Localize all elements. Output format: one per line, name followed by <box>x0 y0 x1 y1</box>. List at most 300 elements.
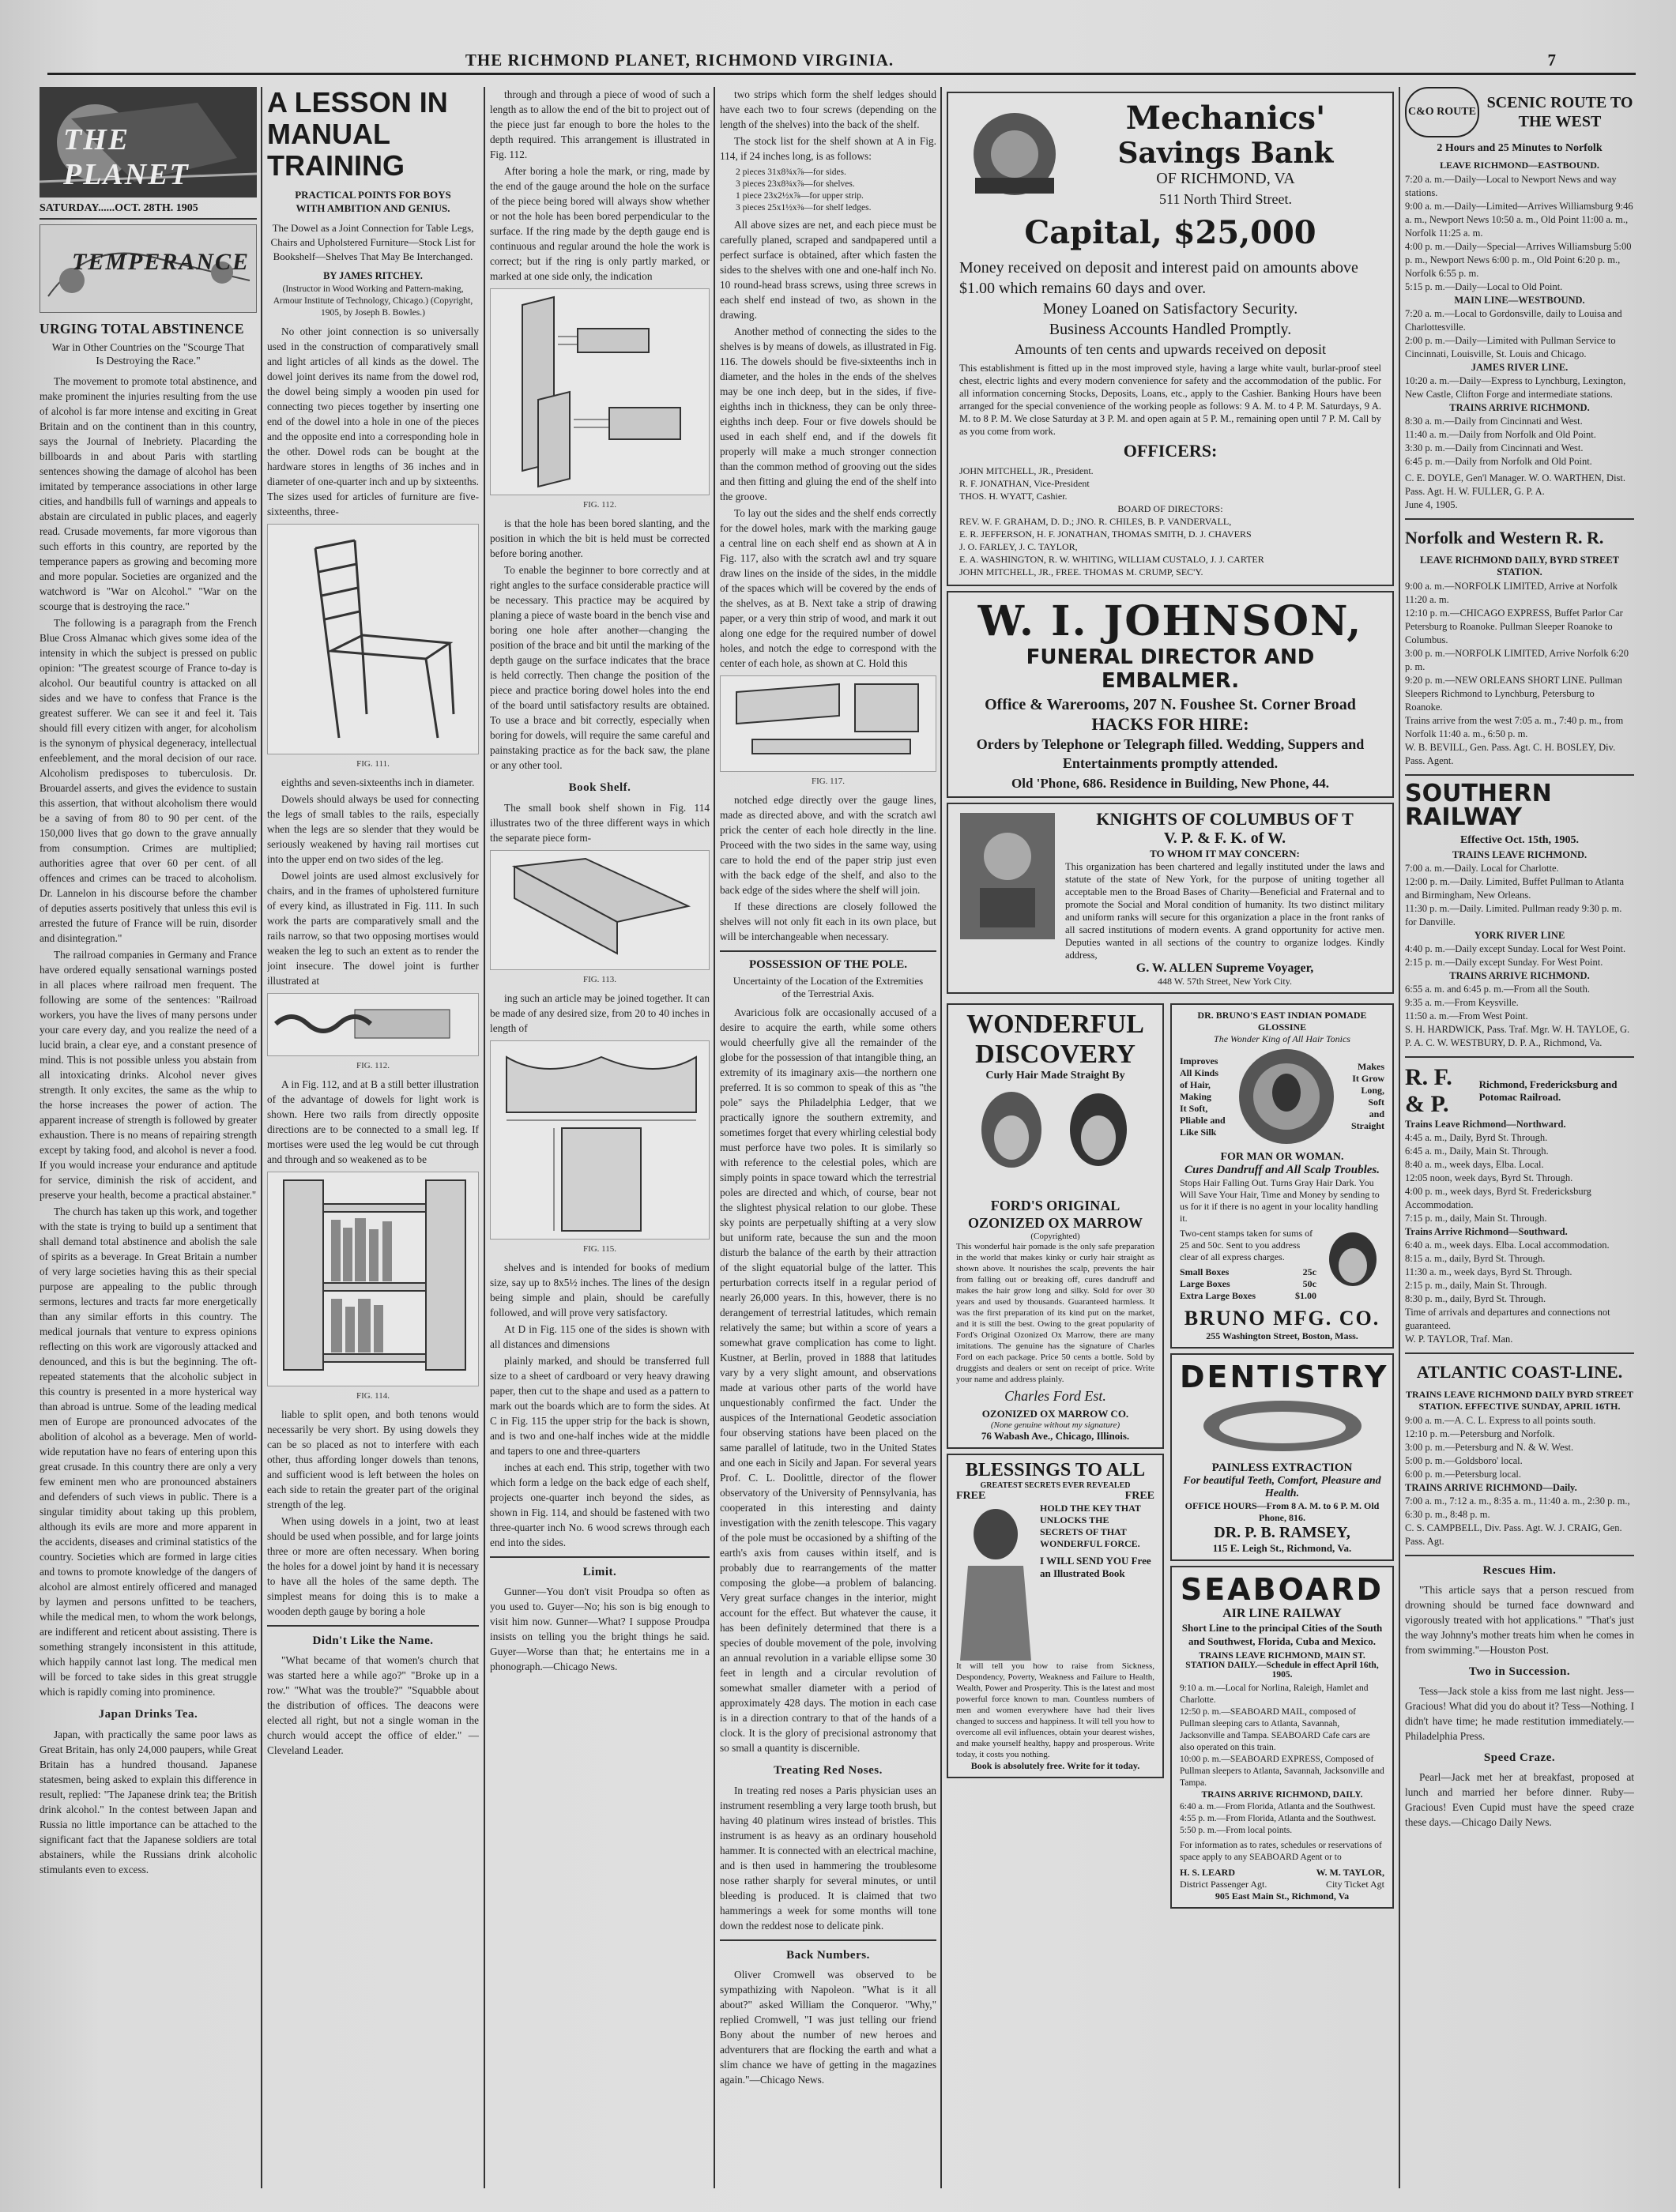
schedule-line: 5:00 p. m.—Goldsboro' local. <box>1405 1455 1523 1466</box>
dentistry-painless: PAINLESS EXTRACTION <box>1211 1462 1353 1474</box>
kofc-addr: 448 W. 57th Street, New York City. <box>1158 976 1292 987</box>
seaboard-agent-1: H. S. LEARD <box>1180 1867 1236 1878</box>
wonder-signature: Charles Ford Est. <box>1004 1388 1106 1404</box>
bruno-woman-portrait <box>1321 1228 1384 1307</box>
bank-address: 511 North Third Street. <box>1159 191 1292 207</box>
wonder-copyright: (Copyrighted) <box>1030 1232 1080 1241</box>
officer-line: R. F. JONATHAN, Vice-President <box>959 478 1090 489</box>
schedule-line: 4:40 p. m.—Daily except Sunday. Local for West Point. <box>1405 943 1626 954</box>
sr-effective: Effective Oct. 15th, 1905. <box>1459 834 1580 846</box>
article-body <box>490 87 710 284</box>
page-number: 7 <box>1547 51 1557 70</box>
paragraph: The small book shelf shown in Fig. 114 illustrates two of the three different ways in which the separate piece form- <box>490 802 710 844</box>
figure-111-chair <box>267 524 479 754</box>
dentistry-hours: OFFICE HOURS—From 8 A. M. to 6 P. M. Old Phone, 816. <box>1184 1500 1380 1523</box>
caption-fig-117: FIG. 117. <box>811 777 846 786</box>
figure-117-layout <box>720 675 936 772</box>
article-body-cont <box>720 792 936 944</box>
kofc-emblem <box>956 809 1059 943</box>
wonder-product: FORD'S ORIGINAL OZONIZED OX MARROW <box>967 1198 1143 1231</box>
column-rule <box>484 87 485 2188</box>
side-pattern-illustration <box>491 1041 709 1239</box>
article-body-cont <box>267 1407 479 1619</box>
paragraph: No other joint connection is so universally used in the construction of comparatively small and light articles of all kinds as the dowel. The dowel joint derives its name from the dowel rod, the dowel being simply a wooden pin used for connecting two pieces together by inserting one end of the dowel into a hole in one of the pieces and the opposite end into a corresponding hole in the other. Dowel rods can be bought at the hardware stores in lengths of 36 inches and in diameter of one-quarter inch and up by sixteenths. The sizes used for articles of furniture are five-sixteenths, three- <box>267 325 479 517</box>
officer-line: THOS. H. WYATT, Cashier. <box>959 491 1068 502</box>
wonderful-discovery-ad <box>947 1003 1164 1449</box>
column-temperance <box>40 87 257 2180</box>
subhead-abstinence: War in Other Countries on the "Scourge That Is Destroying the Race." <box>51 341 245 367</box>
sr-schedule <box>1405 848 1634 1050</box>
johnson-phone: Old 'Phone, 686. Residence in Building, New Phone, 44. <box>1011 776 1329 791</box>
schedule-line: 2:00 p. m.—Daily—Limited with Pullman Service to Cincinnati, Louisville, St. Louis and Chicago. <box>1405 335 1616 359</box>
paragraph: The movement to promote total abstinence, and make prominent the injuries resulting from the use of alcohol is far more intense and exciting in Great Britain and on the continent than in this country, says the Journal of Inebriety. Placarding the billboards in and about Paris with startling sentences showing the damage of alcohol has been imitated by temperance associations in other large cities, and handbills full of warnings and appeals to abstain are circulated in public places, and eagerly read. Crusade movements, far more vigorous than such efforts in this country, are reported by the temperance papers as growing and becoming more and more popular. Societies are organized and the watchword is "War on Alcohol." "War on the scourge that is destroying the race." <box>40 375 257 612</box>
section-divider <box>1405 518 1634 520</box>
co-agent: C. E. DOYLE, Gen'l Manager. W. O. WARTHEN, Dist. Pass. Agt. H. W. FULLER, G. P. A. <box>1405 472 1626 497</box>
dowel-joint-illustration <box>491 289 709 495</box>
paragraph: through and through a piece of wood of such a length as to allow the end of the bit to project out of the piece just far enough to bore the holes to the depth required. This arrangement is illustrated in Fig. 112. <box>490 88 710 160</box>
acl-sub: TRAINS LEAVE RICHMOND DAILY BYRD STREET STATION. EFFECTIVE SUNDAY, APRIL 16TH. <box>1406 1389 1633 1412</box>
bruno-product-tin <box>1235 1045 1338 1148</box>
size-price: 25c <box>1302 1266 1316 1277</box>
schedule-line: W. P. TAYLOR, Traf. Man. <box>1405 1334 1513 1345</box>
stock-item: 3 pieces 23x8¾x⅞—for shelves. <box>736 179 855 189</box>
kofc-sub: V. P. & F. K. of W. <box>1163 830 1286 847</box>
bruno-left-list <box>1180 1055 1235 1138</box>
section-divider <box>267 1625 479 1627</box>
subhead-manual-training: PRACTICAL POINTS FOR BOYS WITH AMBITION AND GENIUS. <box>295 189 451 214</box>
column-manual-training-2 <box>490 87 710 2180</box>
schedule-line: 6:00 p. m.—Petersburg local. <box>1405 1469 1521 1480</box>
schedule-line: Trains Leave Richmond—Northward. <box>1405 1119 1566 1130</box>
section-divider <box>1405 1352 1634 1354</box>
seaboard-address: 905 East Main St., Richmond, Va <box>1215 1890 1350 1902</box>
section-divider <box>490 1556 710 1558</box>
seaboard-agent-2-title: City Ticket Agt <box>1325 1879 1384 1890</box>
wonder-title-2: DISCOVERY <box>975 1040 1136 1069</box>
paragraph: "This article says that a person rescued from drowning should be turned face downward and vigorously treated with hot applications." "That's just the way Johnny's mother treats him when he comes in from swimming."—Houston Post. <box>1405 1584 1634 1656</box>
bruno-left-item: All Kinds <box>1180 1066 1219 1078</box>
stock-item: 3 pieces 25x1½x⅜—for shelf ledges. <box>736 203 872 213</box>
column-rule <box>261 87 262 2188</box>
bank-ad <box>947 92 1394 586</box>
seaboard-agent-1-title: District Passenger Agt. <box>1180 1879 1267 1890</box>
kofc-title: KNIGHTS OF COLUMBUS OF T <box>1096 809 1354 829</box>
schedule-line: 9:10 a. m.—Local for Norlina, Raleigh, Hamlet and Charlotte. <box>1180 1683 1369 1705</box>
dentistry-title: DENTISTRY <box>1180 1360 1389 1394</box>
officer-line: J. O. FARLEY, J. C. TAYLOR, <box>959 541 1078 552</box>
paragraph: The following is a paragraph from the French Blue Cross Almanac which gives some idea of the intensity in which the subject is pressed on public opinion: "The greatest scourge of France to-day is alcohol. Our beautiful country is attacked on all sides and we have to confess that France is the greatest sufferer. We can see it and feel it. Tais should fill every citizen with anger, for alcoholism is the synonym of physical degeneracy, intellectual enfeeblement, and the moral decision of our race. Alcoholism predisposes to tuberculosis. Dr. Brouardel asserts, and gives the evidence to sustain this assertion, that without alcoholism there would be a saving of from 80 to 90 per cent. of the 150,000 lives that go down to the grave annually from consumption. Crimes are multiplied; authorities agree that over 60 per cent. of all offences and crimes can be traced to alcoholism. Dr. Lannelon in his discourse before the chamber of deputies asserts positively that unless this evil is arrested the future of France will be ruin, disorder and disintegration." <box>40 617 257 944</box>
blessings-sub: GREATEST SECRETS EVER REVEALED <box>980 1481 1131 1490</box>
bank-line-3: Business Accounts Handled Promptly. <box>1049 321 1292 338</box>
schedule-line: 2:15 p. m., daily, Main St. Through. <box>1405 1280 1547 1291</box>
paragraph: Japan, with practically the same poor laws as Great Britain, has only 24,000 paupers, while Great Britain has a hundred thousand. Japanese statesmen, being asked to explain this difference in result, replied: "The Japanese drink tea; the British drink alcohol." In the contest between Japan and Russia no little importance can be attached to the significant fact that the Japanese soldiers are total abstainers, while the Russians drink alcoholic stimulants even to excess. <box>40 1729 257 1875</box>
dentistry-line2: For beautiful Teeth, Comfort, Pleasure and Health. <box>1183 1475 1381 1499</box>
schedule-line: 8:40 a. m., week days, Elba. Local. <box>1405 1159 1544 1170</box>
schedule-line: 7:15 p. m., daily, Main St. Through. <box>1405 1213 1547 1224</box>
bank-city: OF RICHMOND, VA <box>1156 170 1295 187</box>
paragraph: After boring a hole the mark, or ring, made by the end of the gauge around the hole on the surface of the piece being bored will always show whether or not the hole has been bored perpendicular to the surface. If the ring made by the depth gauge end is continuous and regular around the hole the work is correct; but if the ring is only partly marked, or marked at one side only, the indication <box>490 165 710 282</box>
schedule-line: 8:30 p. m., daily, Byrd St. Through. <box>1405 1293 1546 1304</box>
article-abstinence-body <box>40 374 257 1877</box>
paragraph: When using dowels in a joint, two at least should be used when possible, and for large joints three or more are often necessary. When boring the holes for a dowel joint by hand it is necessary to have all the holes of the same depth. The simplest means for doing this is to make a wooden depth gauge by boring a hole <box>267 1515 479 1617</box>
stock-item: 1 piece 23x2½x⅞—for upper strip. <box>736 191 864 201</box>
article-body <box>720 87 936 671</box>
paragraph: The railroad companies in Germany and France have ordered equally sensational warnings posted in all places where railroad men frequent. The following are some of the sentences: "Railroad workers, you have the lives of many persons under your care every day, and you realize the need of a lucid brain, a clear eye, and a constant presence of mind. This is not possible unless you abstain from all intoxicating drinks. Alcohol never gives strength. It only excites, the same as the whip to the horse increases the power of action. The apparent increase of strength is followed by greater exhaustion. There is no means of repairing strength except by taking food, and alcohol is never a food. If you would increase your endurance and aptitude for service, diminish the risk of accident, and preserve your health, become a practical abstainer." <box>40 949 257 1201</box>
rfp-title: Richmond, Fredericksburg and Potomac Railroad. <box>1478 1078 1618 1103</box>
officer-line: BOARD OF DIRECTORS: <box>1117 503 1223 514</box>
schedule-line: 10:00 p. m.—SEABOARD EXPRESS, Composed of Pullman sleepers to Atlanta, Savannah, Jacksonville and Tampa. <box>1180 1755 1384 1788</box>
article-body-cont <box>490 991 710 1036</box>
schedule-line: 3:00 p. m.—Petersburg and N. & W. West. <box>1405 1442 1574 1453</box>
bank-name-2: Savings Bank <box>1117 137 1334 170</box>
schedule-line: 11:50 a. m.—From West Point. <box>1405 1010 1528 1021</box>
wonder-sub: Curly Hair Made Straight By <box>985 1070 1125 1082</box>
schedule-line: 4:00 p. m.—Daily—Special—Arrives Williamsburg 5:00 p. m., Newport News 6:00 p. m., Old Point 6:20 p. m., Norfolk 6:55 p. m. <box>1405 241 1632 279</box>
co-sub: 2 Hours and 25 Minutes to Norfolk <box>1437 142 1603 154</box>
bruno-right-item: It Grow <box>1352 1073 1384 1084</box>
paragraph: plainly marked, and should be transferred full size to a sheet of cardboard or very heavy drawing paper, then cut to the shape and used as a pattern to mark out the boards which are to form the sides. At C in Fig. 115 the upper strip for the back is shown, and is two and one-half inches wide at the middle and tapers to one and three-quarters <box>490 1355 710 1457</box>
paragraph: All above sizes are net, and each piece must be carefully planed, scraped and sandpapered until a perfect surface is obtained, after which fasten the sides to the shelves with one and one-half inch No. 10 round-head brass screws, using three screws in each shelf end instead of two, as shown in the drawing. <box>720 219 936 321</box>
blessings-send: I WILL SEND YOU Free an Illustrated Book <box>1040 1555 1151 1579</box>
back-numbers-story <box>720 1967 936 2087</box>
co-title: SCENIC ROUTE TO THE WEST <box>1486 94 1633 130</box>
ads-left-subcolumn <box>947 999 1164 1913</box>
co-leave: LEAVE RICHMOND—EASTBOUND. <box>1440 160 1599 171</box>
schedule-line: Trains arrive from the west 7:05 a. m., 7:40 p. m., from Norfolk 11:40 a. m., 6:50 p. m. <box>1405 715 1624 739</box>
acl-schedule <box>1405 1414 1634 1548</box>
nw-schedule <box>1405 580 1634 741</box>
bank-line-2: Money Loaned on Satisfactory Security. <box>1042 300 1298 318</box>
blessings-title: BLESSINGS TO ALL <box>965 1460 1146 1480</box>
bruno-sub: The Wonder King of All Hair Tonics <box>1214 1033 1350 1044</box>
schedule-line: 6:55 a. m. and 6:45 p. m.—From all the South. <box>1405 984 1591 995</box>
bruno-ad <box>1170 1003 1394 1349</box>
dentistry-name: DR. P. B. RAMSEY, <box>1214 1524 1350 1541</box>
schedule-line: 12:50 p. m.—SEABOARD MAIL, composed of Pullman sleeping cars to Atlanta, Savannah, Jacksonville and Tampa. SEABOARD Cafe cars are also operated on this train. <box>1180 1707 1370 1752</box>
figure-114-bookshelf <box>267 1172 479 1386</box>
seaboard-leave: TRAINS LEAVE RICHMOND, MAIN ST. STATION DAILY.—Schedule in effect April 16th, 1905. <box>1185 1651 1379 1680</box>
sr-title: SOUTHERN RAILWAY <box>1405 780 1552 831</box>
back-numbers-headline: Back Numbers. <box>786 1949 870 1962</box>
schedule-line: S. H. HARDWICK, Pass. Traf. Mgr. W. H. TAYLOE, G. P. A. C. W. WESTBURY, D. P. A., Richmond, Va. <box>1405 1024 1630 1048</box>
seaboard-short: Short Line to the principal Cities of the South and Southwest, Florida, Cuba and Mexico. <box>1181 1622 1383 1647</box>
woman-with-key-illustration <box>956 1503 1035 1661</box>
dentistry-address: 115 E. Leigh St., Richmond, Va. <box>1212 1542 1352 1554</box>
article-body-cont <box>267 775 479 988</box>
kofc-emblem-image <box>956 809 1059 943</box>
schedule-line: 7:20 a. m.—Local to Gordonsville, daily to Louisa and Charlottesville. <box>1405 308 1622 333</box>
johnson-title: FUNERAL DIRECTOR AND EMBALMER. <box>1026 645 1315 693</box>
wonder-title-1: WONDERFUL <box>966 1010 1144 1039</box>
shelf-corner-illustration <box>491 851 709 969</box>
paragraph: A in Fig. 112, and at B a still better illustration of the advantage of dowels for light work is shown. Here two rails from directly opposite directions are to be connected to a small leg. If mortises were used the leg would be cut through and through and so weakened as to be <box>267 1078 479 1165</box>
bank-line-4: Amounts of ten cents and upwards received on deposit <box>1015 341 1326 357</box>
blessings-text: It will tell you how to raise from Sickness, Despondency, Poverty, Weakness and Failure to Health, Wealth, Power and Prosperity. This is the latest and most powerful force known to man. Countless numbers of men and women everywhere have had their lives changed to success and happiness. It will tell you how to overcome all evil influences, obtain your dearest wishes, and make yourself healthy, happy and prosperous. Write today, it costs you nothing. <box>956 1661 1154 1759</box>
article-body-cont <box>490 516 710 845</box>
ads-right-subcolumn <box>1170 999 1394 1913</box>
kofc-to: TO WHOM IT MAY CONCERN: <box>1150 848 1300 860</box>
bruno-left-item: Making <box>1180 1090 1212 1102</box>
bruno-right-item: Straight <box>1351 1120 1384 1131</box>
johnson-name: W. I. JOHNSON, <box>977 597 1363 645</box>
headline-abstinence: URGING TOTAL ABSTINENCE <box>40 321 244 337</box>
bit-gauge-illustration <box>268 994 478 1055</box>
schedule-line: 8:15 a. m., daily, Byrd St. Through. <box>1405 1253 1546 1264</box>
paragraph: Avaricious folk are occasionally accused of a desire to acquire the earth, while some others would cheerfully give all the remainder of the globe for the possession of that intangible thing, an extremity of its imaginary axis—the northern one preferred. It is so common to speak of this as "the pole" says the Philadelphia Ledger, that we practically ignore the southern extremity, and sometimes forget that every whirling celestial body must perforce have two poles. It is similarly so with reference to the celestial poles, which are simply points in space toward which the terrestrial poles are directed and which, of course, bear not the slightest physical relation to our globe. These sky points are perpetually shifting at a very slow but uniform rate, because the sun and the moon disturb the balance of the earth by their attraction of the slight equatorial bulge of the latter. This perturbation corrects itself in a regular period of nearly 26,000 years. In this, however, there is no derangement of terrestrial latitudes, which remain relatively the same; but within a score of years a somewhat grave complication has come to light. Kustner, at Berlin, proved in 1888 that latitudes vary by a very slight amount, and observations made at various other parts of the world have unquestionably confirmed the fact. Under the auspices of the International Geodetic association four observing stations have been placed on the same parallel of latitude, two in the United States and one each in Sicily and Japan. For several years Prof. C. L. Doolittle, director of the flower observatory of the University of Pennsylvania, has cooperated in this interesting and dainty investigation with the zenith telescope. This vagary of the pole must be occasioned by a shifting of the earth's axis from causes within itself, and is probably due to rearrangements of the matter composing the globe—a problem of balancing. Very great surface changes in the interior, might account for the effect. But whatever the cause, it has been definitely determined that there is a species of double movement of the pole, involving an annual revolution in a variable ellipse some 30 feet in length and a circular revolution of somewhat smaller diameter with a period of approximately 428 days. The motion in each case is in a direction contrary to that of the hands of a clock. It is the glory of precisional astronomy that so small a quantity is discernible. <box>720 1006 936 1754</box>
paragraph: To enable the beginner to bore correctly and at right angles to the surface considerable practice will be necessary. This practice may be acquired by planing a piece of waste board in the bench vise and boring one hole after another—changing the position of the brace and bit until the marking of the depth gauge on the surface indicates that the brace is held correctly. Then change the position of the piece and practice boring dowel holes into the end of the board until satisfactory results are obtained. To use a brace and bit correctly, especially when boring for dowels, will require the same careful and painstaking practice as for the back saw, the plane or any other tool. <box>490 564 710 771</box>
dateline: SATURDAY......OCT. 28TH. 1905 <box>40 202 257 220</box>
schedule-line: 3:00 p. m.—NORFOLK LIMITED, Arrive Norfolk 6:20 p. m. <box>1405 648 1629 672</box>
paragraph: Oliver Cromwell was observed to be sympathizing with Napoleon. "What is it all about?" asked William the Conqueror. "Why," replied Cromwell, "I was just telling our friend Bony about the number of new heroes and adventurers that are flocking the earth and what a slim chance we have of getting in the magazines again."—Chicago News. <box>720 1969 936 2086</box>
schedule-line: 11:30 p. m.—Daily. Limited. Pullman ready 9:30 p. m. for Danville. <box>1405 903 1622 927</box>
size-label: Large Boxes <box>1180 1278 1230 1289</box>
two-in-succession-headline: Two in Succession. <box>1468 1665 1571 1678</box>
paragraph: The church has taken up this work, and together with the state is trying to build up a sentiment that shall demand total abstinence and abolish the sale of spirits as a beverage. In Great Britain a number of very large societies having this as their special purpose are appealing to the public through sermons, lectures and tracts far more energetically than any similar efforts in this country. The medical journals that venture to express opinions reflecting on this work are vigorously attacked and denounced, and this is but the beginning. The oft-repeated statements that the alcoholic subject in this country is presented in a more hysterical way than abroad is untrue. Some of the leading medical men of Europe are pronounced advocates of the abolition of alcohol as a beverage. Men of world-wide reputation have no fears of entering upon this great crusade. In this country there are only a very few eminent men who are pronounced abstainers and defenders of such views in public. There is a singular timidity about taking up this problem, although its evils are more and more apparent in the accidents, diseases and criminal statistics of the country. Societies which are formed in large cities and towns to promote knowledge of the dangers of alcohol are almost entirely officered and managed by laymen and persons unfitted to be teachers, while the medical men, to whom the work belongs, are indifferent and reticent about assisting. There is something strangely inconsistent in this attitude, which happily cannot last long. The medical men will be forced to take sides in this great struggle which is rapidly coming into prominence. <box>40 1206 257 1698</box>
schedule-line: YORK RIVER LINE <box>1474 930 1565 941</box>
figure-112-drill <box>267 993 479 1056</box>
bank-small-print: This establishment is fitted up in the most improved style, having a large white vault, burlar-proof steel chest, electric lights and every modern convenience for safety and the accommodation of the public. For all information concerning Stocks, Deposits, Loans, etc., apply to the Cashier. Banking Hours have been arranged for the special convenience of the working people as follows: 9 A. M. to 4 P. M. Saturdays, 9 A. M. to 8 P. M. We close Saturday at 3 P. M. and open again at 5 P. M., remaining open until 7 P. M. Call by as you come from work. <box>959 363 1381 437</box>
bruno-left-item: Improves <box>1180 1055 1218 1066</box>
limit-story <box>490 1584 710 1674</box>
pole-body <box>720 1005 936 1933</box>
bank-name: Mechanics' <box>1125 100 1326 137</box>
schedule-line: TRAINS ARRIVE RICHMOND—Daily. <box>1405 1482 1577 1493</box>
schedule-line: 11:30 a. m., week days, Byrd St. Through. <box>1405 1266 1572 1277</box>
japan-headline: Japan Drinks Tea. <box>98 1708 198 1721</box>
schedule-line: 9:20 p. m.—NEW ORLEANS SHORT LINE. Pullman Sleepers Richmond to Lynchburg, Petersburg to Roanoke. <box>1405 675 1622 713</box>
dowel-layout-illustration <box>721 676 936 771</box>
didnt-like-name-story <box>267 1653 479 1758</box>
schedule-line: 3:30 p. m.—Daily from Cincinnati and West. <box>1405 442 1584 453</box>
paragraph: At D in Fig. 115 one of the sides is shown with all distances and dimensions <box>490 1323 710 1350</box>
schedule-line: MAIN LINE—WESTBOUND. <box>1454 295 1585 306</box>
kofc-ad <box>947 803 1394 994</box>
paragraph: inches at each end. This strip, together with two which form a ledge on the back edge of each shelf, projects one-quarter inch beyond the sides, as shown in Fig. 114, and should be fastened with two three-quarter inch No. 6 wood screws through each end into the sides. <box>490 1462 710 1548</box>
schedule-line: TRAINS ARRIVE RICHMOND, DAILY. <box>1201 1790 1363 1800</box>
schedule-line: C. S. CAMPBELL, Div. Pass. Agt. W. J. CRAIG, Gen. Pass. Agt. <box>1405 1522 1622 1547</box>
paragraph: is that the hole has been bored slanting, and the position in which the bit is held must be corrected before boring another. <box>490 517 710 559</box>
credit: (Instructor in Wood Working and Pattern-making, Armour Institute of Technology, Chicago.) (Copyright, 1905, by Joseph B. Bowles.) <box>273 284 473 318</box>
wonder-address: 76 Wabash Ave., Chicago, Illinois. <box>981 1430 1130 1442</box>
stock-item: 2 pieces 31x8¾x⅞—for sides. <box>736 167 846 177</box>
free-label: FREE <box>1124 1490 1154 1502</box>
schedule-line: Trains Arrive Richmond—Southward. <box>1405 1226 1568 1237</box>
temperance-title: TEMPERANCE <box>72 249 250 275</box>
section-divider <box>1405 774 1634 776</box>
bank-officers-heading: OFFICERS: <box>1123 441 1218 461</box>
wonder-portraits <box>956 1082 1154 1193</box>
paragraph: "What became of that women's church that was started here a while ago?" "Broke up in a row." "What was the trouble?" "Squabble about the distribution of offices. The deacons were elected all right, but not a single woman in the church would accept the office of elder." —Cleveland Leader. <box>267 1654 479 1756</box>
nw-sub: LEAVE RICHMOND DAILY, BYRD STREET STATION. <box>1419 555 1620 577</box>
schedule-line: 11:40 a. m.—Daily from Norfolk and Old Point. <box>1405 429 1596 440</box>
column-railways <box>1405 87 1634 2180</box>
rfp-schedule <box>1405 1118 1634 1346</box>
pole-headline: POSSESSION OF THE POLE. <box>748 958 908 971</box>
schedule-line: 10:20 a. m.—Daily—Express to Lynchburg, Lexington, New Castle, Clifton Forge and intermediate stations. <box>1405 375 1626 400</box>
masthead <box>47 51 1636 75</box>
kofc-signer: G. W. ALLEN Supreme Voyager, <box>1136 961 1314 975</box>
size-label: Small Boxes <box>1180 1266 1230 1277</box>
paragraph: Dowel joints are used almost exclusively for chairs, and in the frames of upholstered furniture of every kind, as illustrated in Fig. 111. In such work the parts are comparatively small and the rails narrow, so that two opposing mortises would weaken the leg to such an extent as to render the joint insecure. The dowel joint is further illustrated at <box>267 870 479 987</box>
bruno-company: BRUNO MFG. CO. <box>1184 1307 1380 1330</box>
bruno-left-item: Pliable and <box>1180 1114 1226 1126</box>
co-logo: C&O ROUTE <box>1405 87 1479 137</box>
nw-agent: W. B. BEVILL, Gen. Pass. Agt. C. H. BOSLEY, Div. Pass. Agent. <box>1405 742 1616 766</box>
acl-title: ATLANTIC COAST-LINE. <box>1416 1362 1623 1382</box>
schedule-line: 7:00 a. m.—Daily. Local for Charlotte. <box>1405 863 1559 874</box>
paragraph: two strips which form the shelf ledges should have each two to four screws (depending on the length of the shelves) into the back of the shelf. <box>720 88 936 130</box>
section-divider <box>720 950 936 952</box>
schedule-line: TRAINS ARRIVE RICHMOND. <box>1449 402 1590 413</box>
officer-line: REV. W. F. GRAHAM, D. D.; JNO. R. CHILES, B. P. VANDERVALL, <box>959 516 1232 527</box>
schedule-line: 6:45 p. m.—Daily from Norfolk and Old Point. <box>1405 456 1592 467</box>
figure-115-pattern <box>490 1040 710 1240</box>
chair-illustration <box>268 525 478 754</box>
seaboard-sub: AIR LINE RAILWAY <box>1222 1607 1342 1620</box>
schedule-line: 8:30 a. m.—Daily from Cincinnati and West. <box>1405 416 1583 427</box>
bruno-left-item: Like Silk <box>1180 1126 1217 1138</box>
section-divider <box>720 1939 936 1941</box>
article-body-cont <box>490 1260 710 1550</box>
paragraph: The stock list for the shelf shown at A in Fig. 114, if 24 inches long, is as follows: <box>720 135 936 162</box>
size-price: $1.00 <box>1295 1290 1316 1301</box>
planet-logo <box>40 87 257 198</box>
bruno-right-item: Soft <box>1368 1097 1384 1108</box>
seaboard-agent-2: W. M. TAYLOR, <box>1316 1867 1384 1878</box>
figure-113-shelf-corner <box>490 850 710 970</box>
paragraph: Pearl—Jack met her at breakfast, proposed at lunch and married her before dinner. Ruby—Gracious! Even Cupid must have the speed craze these days.—Chicago Daily News. <box>1405 1771 1634 1828</box>
schedule-line: 12:10 p. m.—Petersburg and Norfolk. <box>1405 1428 1555 1439</box>
bookshelf-illustration <box>268 1172 478 1386</box>
schedule-line: 12:10 p. m.—CHICAGO EXPRESS, Buffet Parlor Car Petersburg to Roanoke. Pullman Sleeper Roanoke to Columbus. <box>1405 608 1623 645</box>
byline: BY JAMES RITCHEY. <box>323 270 423 281</box>
bruno-right-item: Makes <box>1358 1061 1384 1072</box>
masthead-title: THE RICHMOND PLANET, RICHMOND VIRGINIA. <box>465 51 894 70</box>
wonder-text: This wonderful hair pomade is the only safe preparation in the world that makes kinky or curly hair straight as shown above. It nourishes the scalp, prevents the hair from falling out or breaking off, cures dandruff and makes the hair grow long and silky. Sold for over 30 years and used by thousands. Guaranteed harmless. It was the first preparation of its kind put on the market, and it is still the best. Owing to the great popularity of Ford's Original Ozonized Ox Marrow, there are many imitations. The genuine has the signature of Charles Ford on each package. Price 50 cents a bottle. Sold by druggists and dealers or sent on receipt of price. Write your name and address plainly. <box>956 1242 1154 1384</box>
nw-title: Norfolk and Western R. R. <box>1405 528 1604 547</box>
paragraph: liable to split open, and both tenons would necessarily be very short. By using dowels they can be so placed as not to interfere with each other, thus affording longer dowels than tenons, and sufficient wood is left between the holes on each side to retain the greater part of the original strength of the leg. <box>267 1409 479 1510</box>
schedule-line: 7:00 a. m., 7:12 a. m., 8:35 a. m., 11:40 a. m., 2:30 p. m., 6:30 p. m., 8:48 p. m. <box>1405 1495 1630 1520</box>
schedule-line: JAMES RIVER LINE. <box>1471 362 1569 373</box>
bruno-left-item: It Soft, <box>1180 1102 1208 1114</box>
speed-craze-headline: Speed Craze. <box>1483 1751 1556 1764</box>
bruno-left-item: of Hair, <box>1180 1078 1211 1090</box>
officer-line: JOHN MITCHELL, JR., President. <box>959 465 1094 476</box>
schedule-line: 5:15 p. m.—Daily—Local to Old Point. <box>1405 281 1563 292</box>
kofc-text: This organization has been chartered and legally instituted under the laws and statute of the state of New York, for the purpose of uniting together all acceptable men to the Broad Bases of Charity—Beneficial and Fraternal and to promote the Social and Moral condition of humanity. Its two distinct military and uniform ranks will secure for this organization a place in the front ranks of all sacred institutions of modern events. A grand opportunity for active men. Deputies wanted in all sections of the country to organize lodges. Kindly address, <box>1065 861 1384 961</box>
johnson-orders: Orders by Telephone or Telegraph filled. Wedding, Suppers and Entertainments promptly attended. <box>976 736 1365 771</box>
paragraph: eighths and seven-sixteenths inch in diameter. <box>281 777 475 788</box>
size-label: Extra Large Boxes <box>1180 1290 1256 1301</box>
officer-line: JOHN MITCHELL, JR., FREE. THOMAS M. CRUMP, SEC'Y. <box>959 566 1203 577</box>
paragraph: ing such an article may be joined together. It can be made of any desired size, from 20 to 40 inches in length of <box>490 992 710 1034</box>
rescues-headline: Rescues Him. <box>1482 1564 1557 1577</box>
paragraph: To lay out the sides and the shelf ends correctly for the dowel holes, mark with the marking gauge a central line on each shelf end as shown at A in Fig. 117, also with the scratch awl and try square draw lines on the inside of the sides, in the middle of the spaces which will be covered by the ends of the shelves, as at B. Next take a strip of drawing paper, or a very thin strip of wood, and mark it out along one edge for the required number of dowel holes, and notch the edge to correspond with the center of each hole, as shown at C. Hold this <box>720 507 936 669</box>
schedule-line: Time of arrivals and departures and connections not guaranteed. <box>1405 1307 1610 1331</box>
johnson-address: Office & Warerooms, 207 N. Foushee St. Corner Broad <box>985 696 1356 713</box>
section-divider <box>1405 1056 1634 1058</box>
officer-line: E. R. JEFFERSON, H. F. JONATHAN, THOMAS SMITH, D. J. CHAVERS <box>959 529 1252 540</box>
bruno-right-item: and <box>1369 1108 1384 1119</box>
bruno-stamps: Two-cent stamps taken for sums of 25 and 50c. Sent to you address clear of all express charges. <box>1180 1228 1313 1262</box>
didnt-like-name-headline: Didn't Like the Name. <box>312 1635 434 1647</box>
blessings-key: HOLD THE KEY THAT UNLOCKS THE SECRETS OF THAT WONDERFUL FORCE. <box>1040 1503 1141 1549</box>
column-rule <box>1399 87 1400 2188</box>
blessings-footer: Book is absolutely free. Write for it today. <box>970 1760 1140 1771</box>
pole-subhead: Uncertainty of the Location of the Extremities of the Terrestrial Axis. <box>733 975 924 999</box>
deck-manual-training: The Dowel as a Joint Connection for Table Legs, Chairs and Upholstered Furniture—Stock List for Bookshelf—Shelves That May Be Interchanged. <box>270 222 476 262</box>
bank-emblem <box>959 107 1070 201</box>
stock-list <box>736 167 936 214</box>
caption-fig-114: FIG. 114. <box>356 1391 390 1401</box>
bruno-cures: Cures Dandruff and All Scalp Troubles. <box>1184 1164 1380 1176</box>
schedule-line: 2:15 p. m.—Daily except Sunday. For West Point. <box>1405 957 1603 968</box>
bank-capital: Capital, $25,000 <box>1024 214 1316 251</box>
caption-fig-112: FIG. 112. <box>582 500 617 510</box>
schedule-line: 12:00 p. m.—Daily. Limited, Buffet Pullman to Atlanta and Birmingham, New Orleans. <box>1405 876 1625 901</box>
bruno-right-list <box>1337 1061 1384 1132</box>
article-body <box>267 324 479 519</box>
schedule-line: 4:00 p. m., week days, Byrd St. Fredericksburg Accommodation. <box>1405 1186 1591 1210</box>
schedule-line: 6:40 a. m.—From Florida, Atlanta and the Southwest. <box>1180 1802 1376 1811</box>
schedule-line: 9:00 a. m.—A. C. L. Express to all points south. <box>1405 1415 1596 1426</box>
wonder-company: OZONIZED OX MARROW CO. <box>981 1408 1129 1420</box>
bank-officers <box>959 465 1381 578</box>
bruno-head: DR. BRUNO'S EAST INDIAN POMADE GLOSSINE <box>1197 1010 1367 1033</box>
schedule-line: 12:05 noon, week days, Byrd St. Through. <box>1405 1172 1573 1183</box>
bruno-sizes <box>1180 1266 1316 1302</box>
paragraph: Dowels should always be used for connecting the legs of small tables to the rails, especially when the legs are so slender that they would be seriously weakened by having rail mortises cut into the upper end on two sides of the leg. <box>267 793 479 865</box>
caption-fig-113: FIG. 113. <box>582 975 617 984</box>
column-shelf-pole <box>720 87 936 2180</box>
schedule-line: TRAINS LEAVE RICHMOND. <box>1452 849 1587 860</box>
size-price: 50c <box>1302 1278 1316 1289</box>
johnson-ad <box>947 591 1394 798</box>
book-shelf-headline: Book Shelf. <box>568 781 631 794</box>
caption-fig-112: FIG. 112. <box>356 1061 390 1070</box>
schedule-line: 5:50 p. m.—From local points. <box>1180 1826 1293 1835</box>
schedule-line: 4:45 a. m., Daily, Byrd St. Through. <box>1405 1132 1548 1143</box>
rfp-logo: R. F. & P. <box>1405 1064 1452 1117</box>
paragraph: Another method of connecting the sides to the shelves is by means of dowels, as illustrated in Fig. 116. The dowels should be five-sixteenths inch in diameter, and the holes in the ends of the shelves may be one inch deep, but in the sides, if five-eighths inch in thickness, they can be only three-eighths inch deep. Four or five dowels should be used in each shelf end, and if the dowels fit properly will make a much stronger connection than the common method of grooving out the sides and then fitting and gluing the end of the shelf into the groove. <box>720 325 936 502</box>
dentistry-ad <box>1170 1353 1394 1561</box>
caption-fig-111: FIG. 111. <box>356 759 390 769</box>
headline-manual-training: A LESSON IN MANUAL TRAINING <box>267 87 448 182</box>
section-divider <box>1405 1555 1634 1556</box>
paragraph: Tess—Jack stole a kiss from me last night. Jess—Gracious! What did you do about it? Tess—Nothing. I didn't have time; he made restitution immediately.—Philadelphia Press. <box>1405 1685 1634 1742</box>
schedule-line: 4:55 p. m.—From Florida, Atlanta and the Southwest. <box>1180 1814 1377 1823</box>
bruno-right-item: Long, <box>1361 1085 1384 1096</box>
two-in-succession-story <box>1405 1683 1634 1744</box>
paragraph: shelves and is intended for books of medium size, say up to 8x5½ inches. The lines of the design being simple and plain, should be carefully followed, and will prove very satisfactory. <box>490 1262 710 1319</box>
schedule-line: 9:00 a. m.—NORFOLK LIMITED, Arrive at Norfolk 11:20 a. m. <box>1405 581 1618 605</box>
seaboard-note: For information as to rates, schedules or reservations of space apply to any SEABOARD Agent or to <box>1180 1841 1382 1862</box>
caption-fig-115: FIG. 115. <box>582 1244 617 1254</box>
schedule-line: 9:00 a. m.—Daily—Limited—Arrives Williamsburg 9:46 a. m., Newport News 10:50 a. m., Old Point 11:00 a. m., Norfolk 11:25 a. m. <box>1405 201 1633 239</box>
wonder-agents: (None genuine without my signature) <box>990 1420 1120 1430</box>
officer-line: E. A. WASHINGTON, R. W. WHITING, WILLIAM CUSTALO, J. J. CARTER <box>959 554 1264 565</box>
blessings-ad <box>947 1454 1164 1778</box>
figure-112-joints <box>490 288 710 495</box>
rescues-story <box>1405 1582 1634 1657</box>
schedule-line: 7:20 a. m.—Daily—Local to Newport News and way stations. <box>1405 174 1617 198</box>
bank-emblem-image <box>959 107 1070 201</box>
schedule-line: 9:35 a. m.—From Keysville. <box>1405 997 1519 1008</box>
column-rule <box>714 87 715 2188</box>
johnson-hacks: HACKS FOR HIRE: <box>1091 714 1249 734</box>
column-manual-training <box>267 87 479 2180</box>
dentures-illustration <box>1180 1394 1384 1458</box>
